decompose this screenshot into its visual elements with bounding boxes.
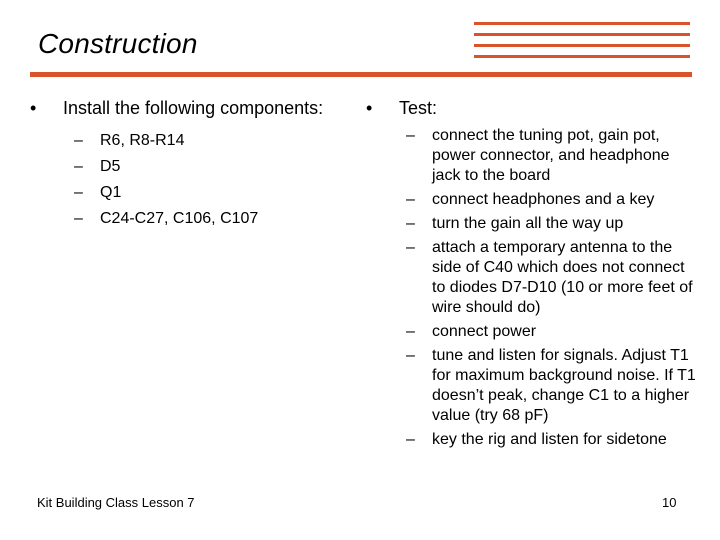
right-column — [366, 96, 696, 454]
dash-icon: – — [406, 239, 415, 256]
list-item: – connect headphones and a key — [406, 191, 655, 208]
dash-icon: – — [406, 347, 415, 364]
dash-icon: – — [74, 132, 83, 149]
list-item: – D5 — [74, 154, 330, 180]
bullet-text: Test: — [399, 98, 438, 118]
dash-icon: – — [406, 215, 415, 232]
bullet-test — [366, 96, 696, 120]
list-item: – C24-C27, C106, C107 — [74, 206, 330, 232]
list-item: – connect the tuning pot, gain pot, power connector, and headphone jack to the board — [406, 127, 670, 184]
bullet-install — [30, 96, 330, 120]
bullet-icon: • — [30, 98, 37, 118]
stripe — [474, 22, 690, 25]
dash-icon: – — [74, 158, 83, 175]
list-item: – Q1 — [74, 180, 330, 206]
dash-icon: – — [406, 191, 415, 208]
title-underline — [30, 72, 692, 77]
dash-icon: – — [74, 184, 83, 201]
test-steps-list — [406, 126, 696, 450]
dash-icon: – — [406, 431, 415, 448]
stripe — [474, 33, 690, 36]
list-item: – turn the gain all the way up — [406, 215, 624, 232]
list-item: – attach a temporary antenna to the side of C40 which does not connect to diodes D7-D10 (10 or more feet of wire should do) — [406, 239, 693, 316]
footer-text: Kit Building Class Lesson 7 — [37, 495, 195, 510]
dash-icon: – — [406, 323, 415, 340]
slide-title: Construction — [38, 28, 198, 59]
list-item: – connect power — [406, 323, 537, 340]
list-item: – R6, R8-R14 — [74, 128, 330, 154]
decorative-stripes — [474, 22, 690, 66]
dash-icon: – — [74, 210, 83, 227]
bullet-text: Install the following components: — [63, 98, 324, 118]
left-column — [30, 96, 330, 232]
list-item: – tune and listen for signals. Adjust T1 for maximum background noise. If T1 doesn’t peak, change C1 to a higher value (try 68 pF) — [406, 347, 696, 424]
page-number: 10 — [662, 495, 677, 510]
stripe — [474, 44, 690, 47]
bullet-icon: • — [366, 98, 373, 118]
stripe — [474, 55, 690, 58]
list-item: – key the rig and listen for sidetone — [406, 431, 667, 448]
component-list — [74, 128, 330, 232]
dash-icon: – — [406, 127, 415, 144]
